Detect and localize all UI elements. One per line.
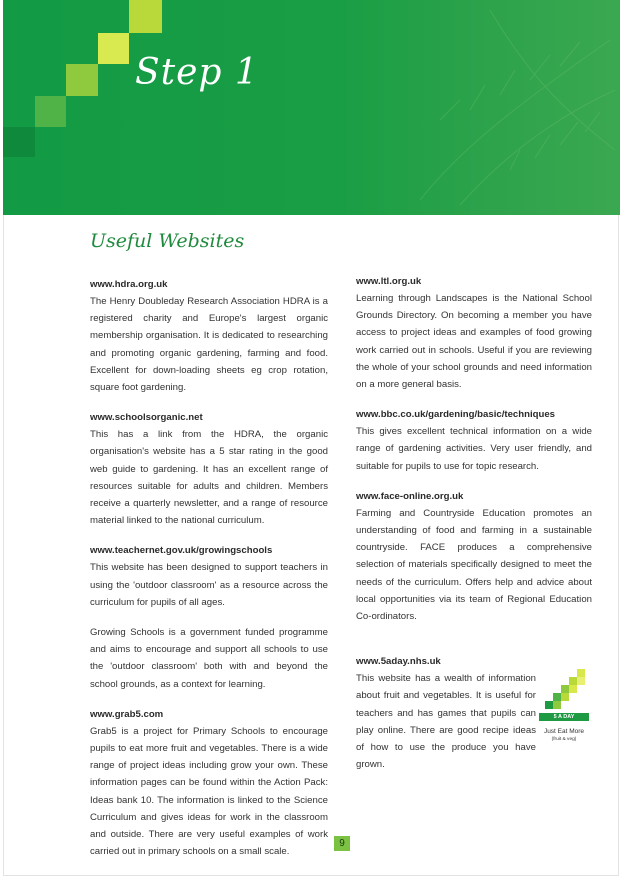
section-title: Useful Websites: [90, 230, 245, 252]
website-entry: [90, 409, 328, 529]
five-a-day-subtag: (fruit & veg): [551, 737, 577, 743]
website-description: The Henry Doubleday Research Association HDRA is a registered charity and Europe's largest organic membership organisation. It is dedicated to researching and promoting organic gardening, farming and food. Excellent for down-loading sheets eg crop rotation, square foot gardening.: [90, 296, 328, 394]
decor-square: [3, 127, 35, 157]
website-entry: [356, 488, 592, 625]
website-description: Learning through Landscapes is the National School Grounds Directory. On becoming a member you have access to project ideas and examples of food growing work carried out in schools. Useful if you are reviewing the whole of your school grounds and need information on a more general basis.: [356, 293, 592, 391]
right-column: [356, 273, 592, 786]
decor-square: [98, 33, 129, 64]
website-url[interactable]: www.face-online.org.uk: [356, 490, 464, 502]
website-entry: [90, 706, 328, 861]
decor-square: [129, 0, 162, 33]
header-banner: [3, 0, 620, 215]
website-description: Grab5 is a project for Primary Schools to encourage pupils to eat more fruit and vegetables. There is a wide range of project ideas including grow your own. These information pages can be found within the Action Pack: Ideas bank 10. The information is linked to the Science Curriculum and gives ideas for work in the classroom and outside. There are very useful examples of work carried out in primary schools on a small scale.: [90, 725, 328, 858]
website-entry: [90, 542, 328, 611]
website-url[interactable]: www.ltl.org.uk: [356, 276, 422, 287]
website-description: This website has been designed to support teachers in using the 'outdoor classroom' as a resource across the curriculum for pupils of all ages.: [90, 562, 328, 608]
paragraph-text: Growing Schools is a government funded programme and aims to encourage and support all schools to use the 'outdoor classroom' both with and beyond the school grounds, as a context for learning.: [90, 627, 328, 690]
website-entry: [356, 273, 592, 393]
website-entry: [356, 406, 592, 475]
five-a-day-squares-icon: [536, 669, 592, 713]
website-description: This has a link from the HDRA, the organic organisation's website has a 5 star rating in the good web guide to gardening. It has an excellent range of resources suitable for adults and children. Members receive a quarterly newsletter, and a range of resource material linked to the national curriculum.: [90, 429, 328, 527]
website-description: This website has a wealth of information about fruit and vegetables. It is useful for teachers and has games that pupils can play online. There are good recipe ideas of how to use the produce you have grown.: [356, 673, 536, 771]
website-url[interactable]: www.teachernet.gov.uk/growingschools: [90, 545, 273, 557]
website-description: This gives excellent technical information on a wide range of gardening activities. Very user friendly, and suitable for pupils to use for topic research.: [356, 426, 592, 472]
paragraph: [90, 624, 328, 693]
website-url[interactable]: www.bbc.co.uk/gardening/basic/techniques: [356, 409, 556, 421]
page-number: 9: [334, 836, 350, 851]
decor-square: [35, 96, 66, 127]
website-url[interactable]: www.5aday.nhs.uk: [356, 656, 441, 668]
website-url[interactable]: www.hdra.org.uk: [90, 279, 168, 290]
five-a-day-badge: 5 A DAY: [539, 713, 589, 721]
left-column: [90, 276, 328, 873]
fern-decoration: [400, 0, 620, 215]
website-description: Farming and Countryside Education promotes an understanding of food and farming in a sustainable countryside. FACE produces a comprehensive selection of materials specifically designed to meet the needs of the curriculum. Offers help and advice about local opportunities via its team of Regional Education Co-ordinators.: [356, 507, 592, 623]
website-entry: [90, 276, 328, 396]
five-a-day-tagline: Just Eat More: [543, 728, 585, 736]
website-url[interactable]: www.schoolsorganic.net: [90, 412, 203, 424]
website-entry: [356, 653, 592, 773]
five-a-day-logo: [536, 669, 592, 751]
decor-square: [66, 64, 98, 96]
website-url[interactable]: www.grab5.com: [90, 708, 164, 720]
step-title: Step 1: [135, 52, 259, 93]
